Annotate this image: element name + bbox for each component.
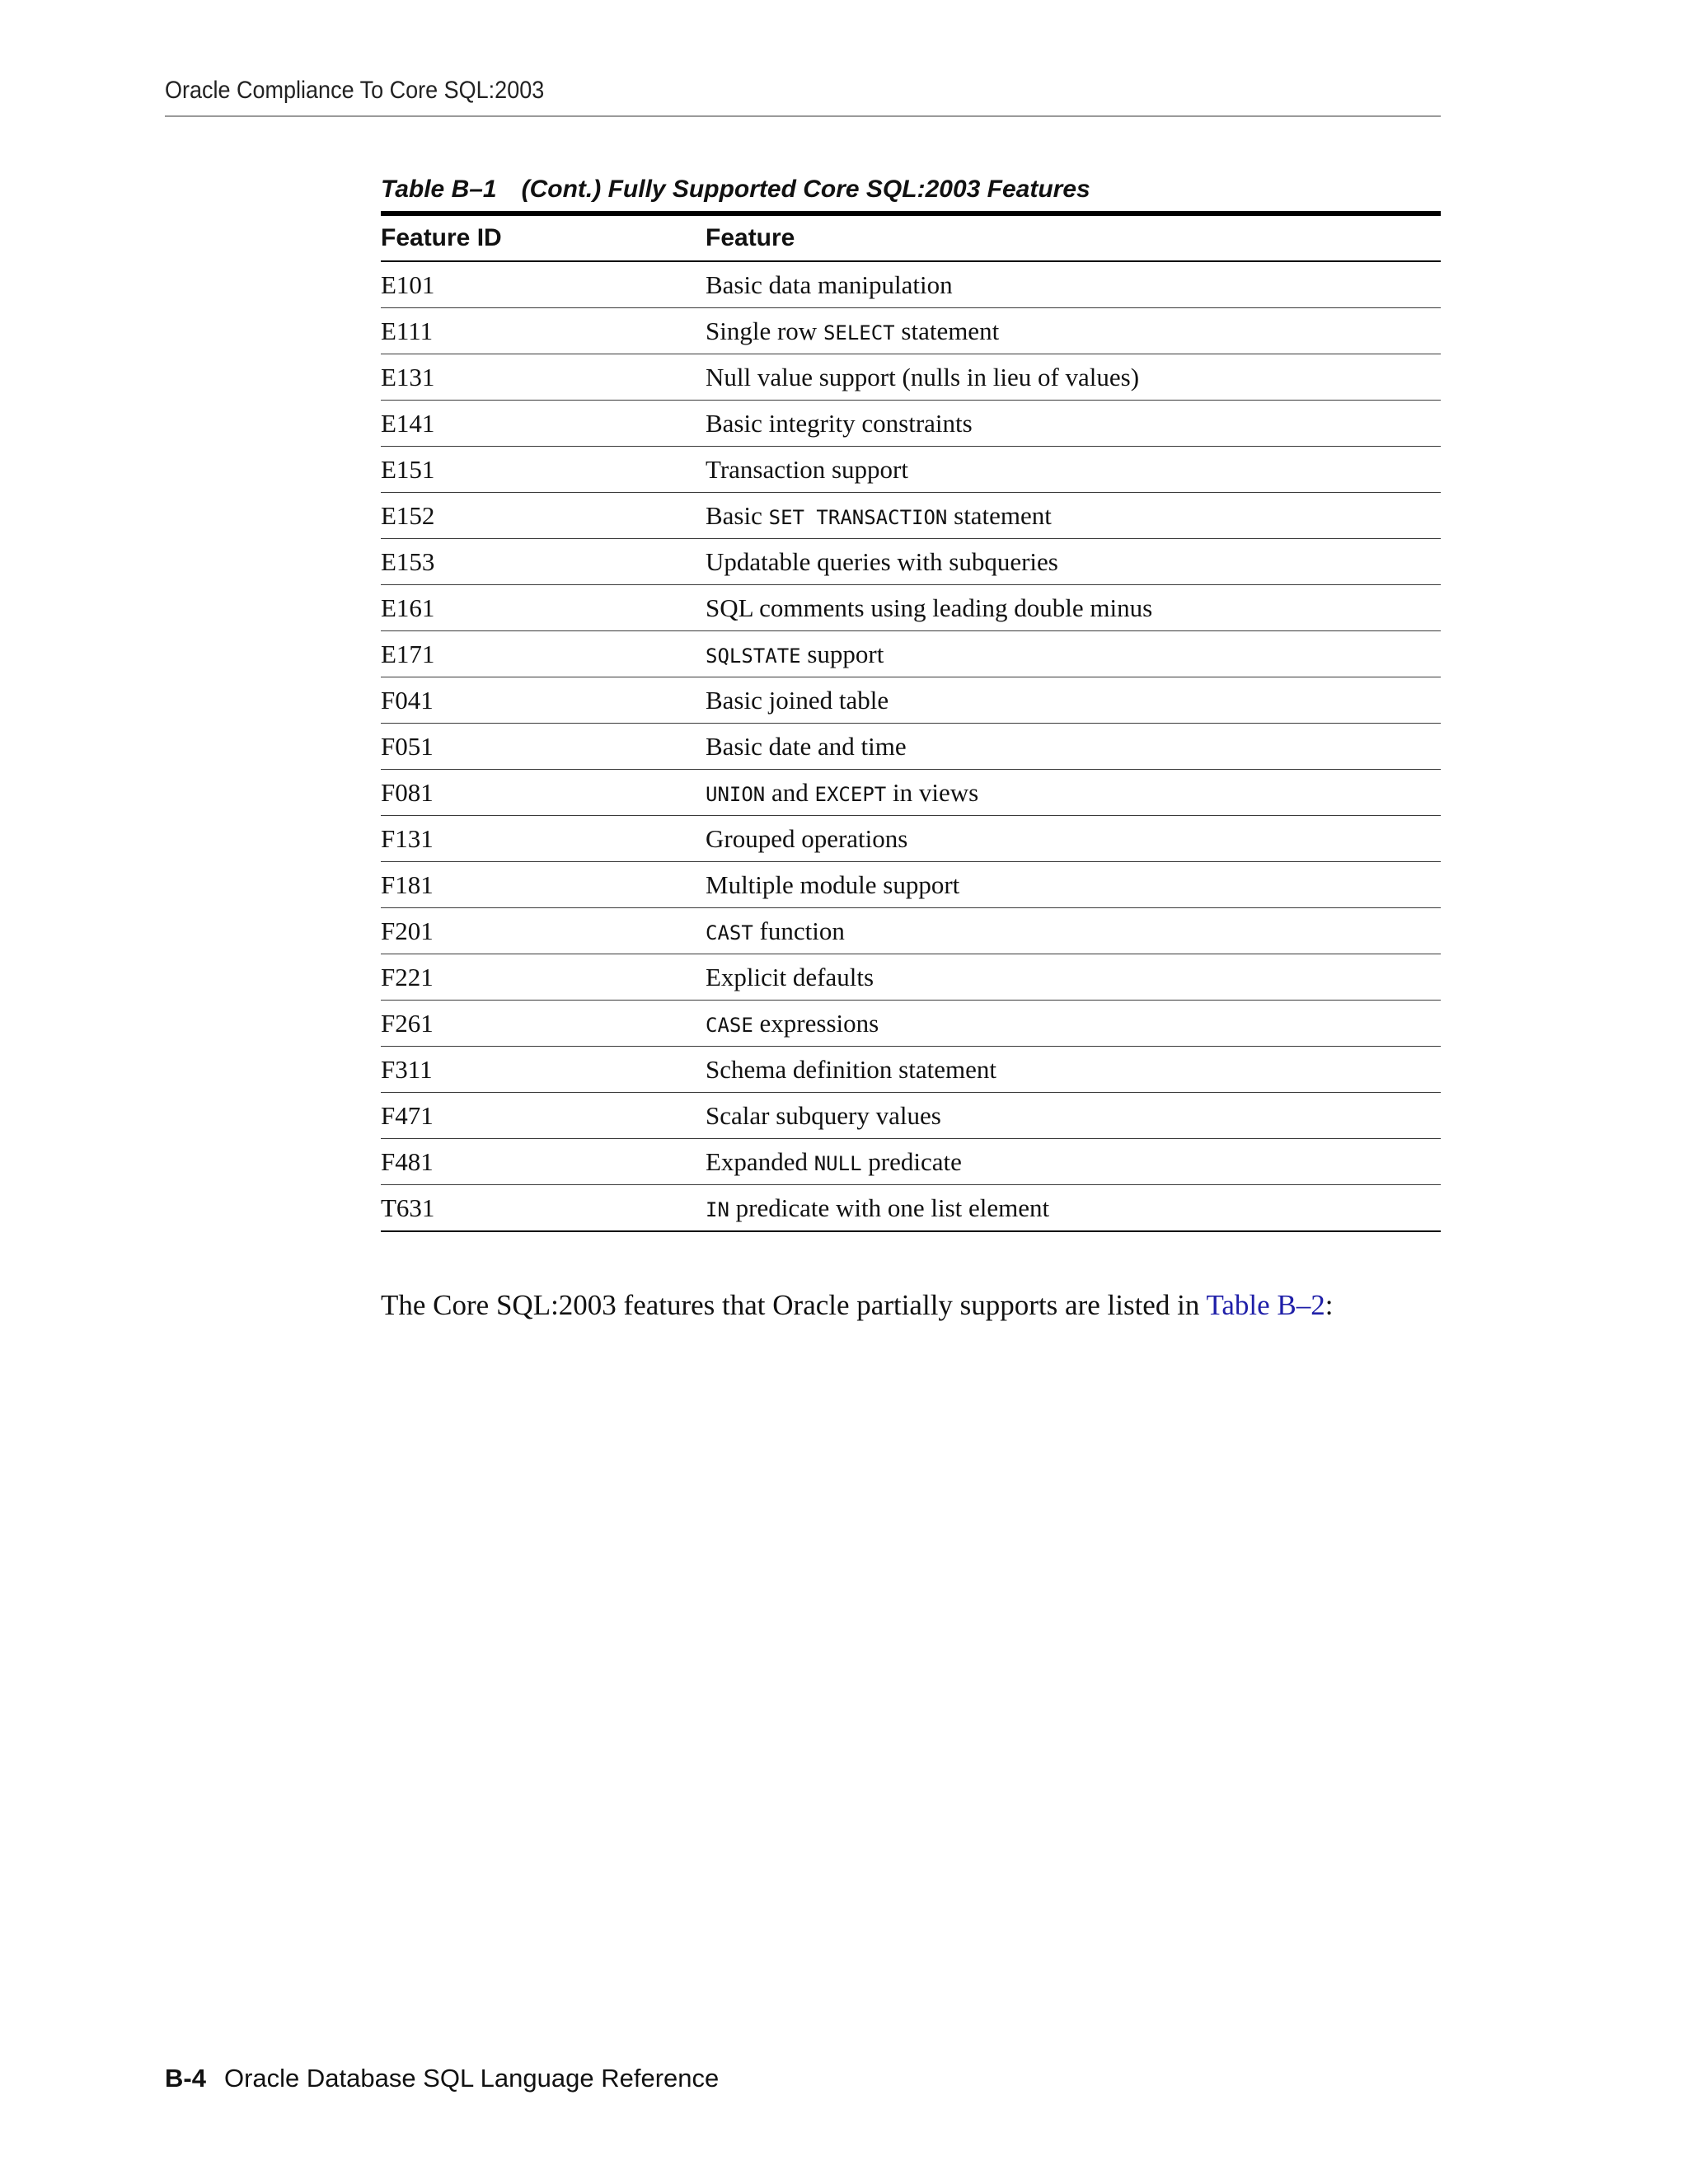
feature-text: Transaction support <box>706 454 908 484</box>
sql-keyword: NULL <box>814 1151 862 1175</box>
feature-id-cell: E141 <box>381 401 706 447</box>
feature-id-cell: F471 <box>381 1093 706 1139</box>
feature-text: predicate <box>861 1146 962 1176</box>
feature-id-cell: F221 <box>381 954 706 1001</box>
feature-text: Basic joined table <box>706 685 889 715</box>
feature-id-cell: E161 <box>381 585 706 631</box>
feature-id-cell: F131 <box>381 816 706 862</box>
table-row <box>381 816 1441 862</box>
feature-text: Basic data manipulation <box>706 269 953 299</box>
table-row <box>381 354 1441 401</box>
body-paragraph <box>381 1286 1444 1325</box>
feature-id-cell: F201 <box>381 908 706 954</box>
feature-description-cell <box>706 954 1441 1001</box>
table-row <box>381 908 1441 954</box>
sql-keyword: SQLSTATE <box>706 644 801 668</box>
table-row <box>381 447 1441 493</box>
feature-description-cell <box>706 261 1441 308</box>
feature-text: Schema definition statement <box>706 1054 996 1084</box>
feature-text: Null value support (nulls in lieu of values) <box>706 362 1140 391</box>
sql-keyword: CAST <box>706 921 753 944</box>
feature-text: expressions <box>753 1008 879 1038</box>
feature-text: Scalar subquery values <box>706 1100 941 1130</box>
feature-text: Basic date and time <box>706 731 907 761</box>
feature-text: Multiple module support <box>706 869 960 899</box>
feature-text: statement <box>894 316 1000 345</box>
feature-text: Basic <box>706 500 769 530</box>
feature-text: support <box>800 639 884 668</box>
footer-book-title: Oracle Database SQL Language Reference <box>223 2064 720 2093</box>
feature-table-body <box>381 261 1441 1231</box>
table-header-row <box>381 213 1441 261</box>
feature-description-cell <box>706 1093 1441 1139</box>
feature-description-cell <box>706 1047 1441 1093</box>
feature-id-cell: E101 <box>381 261 706 308</box>
sql-keyword: UNION <box>706 782 766 806</box>
table-row <box>381 1139 1441 1185</box>
table-row <box>381 1093 1441 1139</box>
feature-id-cell: F311 <box>381 1047 706 1093</box>
feature-description-cell <box>706 308 1441 354</box>
feature-text: Explicit defaults <box>706 962 874 991</box>
table-row <box>381 631 1441 677</box>
feature-table <box>381 211 1441 1232</box>
table-row <box>381 677 1441 724</box>
feature-id-cell: E111 <box>381 308 706 354</box>
feature-id-cell: F081 <box>381 770 706 816</box>
sql-keyword: SELECT <box>823 321 895 344</box>
feature-id-cell: E152 <box>381 493 706 539</box>
feature-description-cell <box>706 585 1441 631</box>
feature-description-cell <box>706 677 1441 724</box>
table-caption-label: Table B–1 <box>381 176 497 203</box>
feature-text: statement <box>947 500 1052 530</box>
table-row <box>381 261 1441 308</box>
feature-id-cell: E171 <box>381 631 706 677</box>
feature-text: Updatable queries with subqueries <box>706 546 1058 576</box>
running-footer <box>165 2062 719 2095</box>
table-row <box>381 770 1441 816</box>
feature-text: and <box>765 777 815 807</box>
feature-description-cell <box>706 816 1441 862</box>
running-header-title: Oracle Compliance To Core SQL:2003 <box>165 77 545 104</box>
table-row <box>381 308 1441 354</box>
feature-description-cell <box>706 1185 1441 1232</box>
feature-id-cell: E153 <box>381 539 706 585</box>
feature-text: function <box>753 916 845 945</box>
table-row <box>381 862 1441 908</box>
feature-text: Single row <box>706 316 823 345</box>
table-row <box>381 539 1441 585</box>
table-row <box>381 1047 1441 1093</box>
table-row <box>381 1001 1441 1047</box>
page-number: B-4 <box>165 2064 206 2093</box>
feature-text: Basic integrity constraints <box>706 408 973 438</box>
feature-id-cell: E131 <box>381 354 706 401</box>
table-row <box>381 954 1441 1001</box>
feature-description-cell <box>706 354 1441 401</box>
feature-text: predicate with one list element <box>729 1193 1050 1222</box>
table-row <box>381 1185 1441 1232</box>
feature-id-cell: F481 <box>381 1139 706 1185</box>
feature-description-cell <box>706 1139 1441 1185</box>
feature-text: Expanded <box>706 1146 814 1176</box>
sql-keyword: IN <box>706 1197 729 1221</box>
paragraph-text: The Core SQL:2003 features that Oracle partially supports are listed in <box>381 1289 1207 1321</box>
column-header-feature-id: Feature ID <box>381 213 706 261</box>
feature-text: in views <box>886 777 979 807</box>
feature-id-cell: E151 <box>381 447 706 493</box>
feature-description-cell <box>706 447 1441 493</box>
table-b2-link[interactable]: Table B–2 <box>1206 1289 1325 1321</box>
table-row <box>381 493 1441 539</box>
feature-description-cell <box>706 862 1441 908</box>
sql-keyword: EXCEPT <box>814 782 887 806</box>
feature-description-cell <box>706 908 1441 954</box>
feature-description-cell <box>706 539 1441 585</box>
feature-description-cell <box>706 724 1441 770</box>
feature-text: SQL comments using leading double minus <box>706 593 1153 622</box>
table-caption-title: (Cont.) Fully Supported Core SQL:2003 Features <box>521 176 1090 203</box>
feature-id-cell: F041 <box>381 677 706 724</box>
sql-keyword: SET TRANSACTION <box>768 505 948 529</box>
feature-id-cell: F261 <box>381 1001 706 1047</box>
feature-table-container <box>381 173 1441 1232</box>
column-header-feature: Feature <box>706 213 1441 261</box>
feature-id-cell: F181 <box>381 862 706 908</box>
feature-description-cell <box>706 770 1441 816</box>
table-caption <box>381 173 1441 211</box>
paragraph-end: : <box>1325 1289 1334 1321</box>
feature-description-cell <box>706 401 1441 447</box>
feature-text: Grouped operations <box>706 823 908 853</box>
table-row <box>381 585 1441 631</box>
feature-id-cell: T631 <box>381 1185 706 1232</box>
feature-id-cell: F051 <box>381 724 706 770</box>
feature-description-cell <box>706 493 1441 539</box>
table-row <box>381 724 1441 770</box>
running-header <box>165 74 1441 117</box>
feature-description-cell <box>706 1001 1441 1047</box>
sql-keyword: CASE <box>706 1013 753 1037</box>
feature-description-cell <box>706 631 1441 677</box>
table-row <box>381 401 1441 447</box>
